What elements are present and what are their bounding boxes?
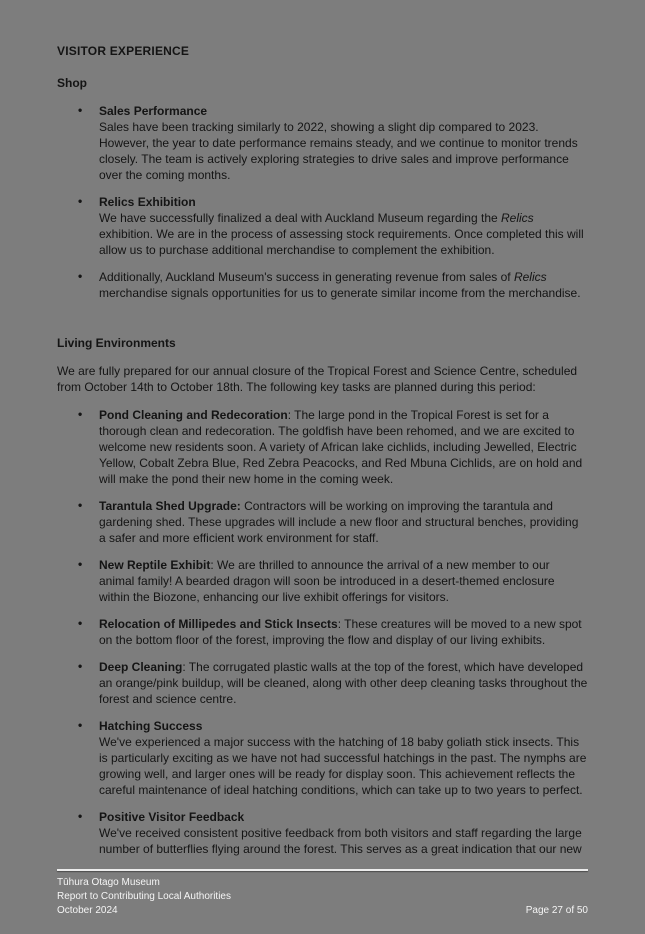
page-title: VISITOR EXPERIENCE: [57, 44, 190, 58]
text-segment: Deep Cleaning: [99, 660, 183, 674]
list-item: [99, 103, 588, 183]
text-segment: exhibition. We are in the process of assessing stock requirements. Once completed this will allow us to purchase additional merchandise to complement the exhibition.: [99, 227, 584, 257]
text-segment: Relics: [513, 270, 547, 284]
list-item: [99, 407, 588, 487]
text-segment: • Positive Visitor Feedback: [99, 810, 245, 824]
text-segment: Relocation of Millipedes and Stick Insects: [99, 617, 338, 631]
text-segment: We've received consistent positive feedback from both visitors and staff regarding the large number of butterflies flying around the forest. This serves as a great indication that our new: [99, 826, 582, 856]
text-segment: merchandise signals opportunities for us to generate similar income from the merchandise.: [99, 286, 581, 300]
text-segment: Contractors will be working on improving the tarantula and gardening shed. These upgrades will include a new floor and structural benches, providing a safer and more efficient work environment for staff.: [99, 499, 579, 545]
list-item: [99, 809, 588, 857]
text-segment: Additionally, Auckland Museum's success in generating revenue from sales of: [99, 270, 514, 284]
text-segment: We've experienced a major success with the hatching of 18 baby goliath stick insects. This is particularly exciting as we have not had successful hatchings in the past. The nymphs are growing well, and larger ones will be ready for display soon. This achievement reflects the careful maintenance of ideal hatching conditions, which can take up to two years to perfect.: [99, 735, 587, 797]
section-living-environments: [57, 335, 588, 857]
list-item: [99, 659, 588, 707]
living-environments-heading: Living Environments: [57, 336, 176, 350]
text-segment: • Relics Exhibition: [99, 195, 196, 209]
list-item: [99, 616, 588, 648]
text-segment: • Sales Performance: [99, 104, 208, 118]
shop-heading: Shop: [57, 76, 87, 90]
list-item: [99, 269, 588, 301]
footer-org: Tūhura Otago Museum: [57, 877, 160, 888]
living-environments-intro: We are fully prepared for our annual closure of the Tropical Forest and Science Centre, scheduled from October 14th to October 18th. The following key tasks are planned during this period:: [57, 364, 578, 394]
text-segment: Pond Cleaning and Redecoration: [99, 408, 288, 422]
text-segment: Tarantula Shed Upgrade:: [99, 499, 241, 513]
text-segment: New Reptile Exhibit: [99, 558, 211, 572]
footer-left: [57, 876, 231, 918]
list-item: [99, 498, 588, 546]
text-segment: : The large pond in the Tropical Forest is set for a thorough clean and redecoration. The goldfish have been rehomed, and we are excited to welcome new residents soon. A variety of African lake cichlids, including Jewelled, Electric Yellow, Cobalt Zebra Blue, Red Zebra Peacocks, and Red Mbuna Cichlids, are on hold and will make the pond their new home in the coming week.: [99, 408, 583, 486]
list-item: [99, 718, 588, 798]
living-environments-bullet-list: [57, 407, 588, 857]
text-segment: We have successfully finalized a deal with Auckland Museum regarding the: [99, 211, 501, 225]
text-segment: : These creatures will be moved to a new spot on the bottom floor of the forest, improving the flow and display of our living exhibits.: [99, 617, 582, 647]
footer-page-number: Page 27 of 50: [525, 905, 588, 916]
section-shop: [57, 75, 588, 301]
footer-date: October 2024: [57, 905, 118, 916]
text-segment: : The corrugated plastic walls at the top of the forest, which have developed an orange/pink buildup, will be cleaned, along with other deep cleaning tasks throughout the forest and science centre.: [99, 660, 588, 706]
page-footer: [57, 869, 588, 918]
footer-report-title: Report to Contributing Local Authorities: [57, 891, 231, 902]
text-segment: Relics: [501, 211, 534, 225]
list-item: [99, 194, 588, 258]
text-segment: • Hatching Success: [99, 719, 203, 733]
list-item: [99, 557, 588, 605]
shop-bullet-list: [57, 103, 588, 301]
text-segment: Sales have been tracking similarly to 2022, showing a slight dip compared to 2023. However, the year to date performance remains steady, and we continue to monitor trends closely. The team is actively exploring strategies to drive sales and improve performance over the coming months.: [99, 120, 578, 182]
text-segment: : We are thrilled to announce the arrival of a new member to our animal family! A bearded dragon will soon be introduced in a desert-themed enclosure within the Biozone, enhancing our live exhibit offerings for visitors.: [99, 558, 555, 604]
footer-divider: [57, 869, 588, 871]
